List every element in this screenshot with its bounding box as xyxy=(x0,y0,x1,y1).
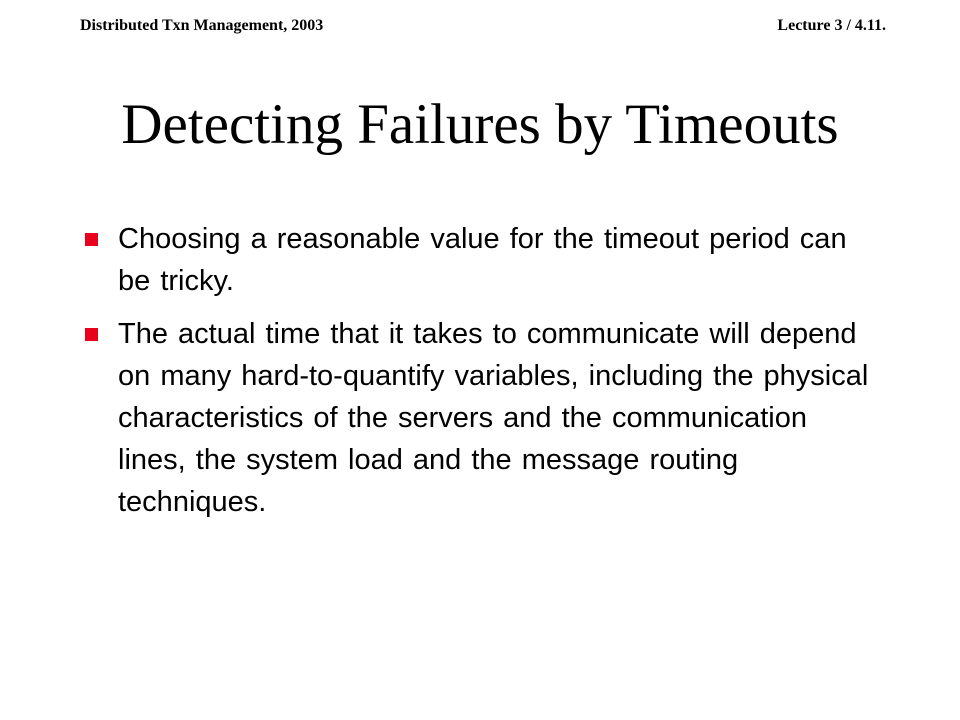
bullet-item xyxy=(80,218,880,302)
bullet-list xyxy=(80,218,880,534)
header-lecture-number: Lecture 3 / 4.11. xyxy=(777,17,886,34)
square-bullet-icon xyxy=(85,328,98,341)
bullet-text: The actual time that it takes to communicate will depend on many hard-to-quantify variables, including the physical characteristics of the servers and the communication lines, the system load and the message routing techniques. xyxy=(118,318,869,518)
slide-title: Detecting Failures by Timeouts xyxy=(121,93,839,156)
bullet-item xyxy=(80,313,880,523)
square-bullet-icon xyxy=(85,233,98,246)
header-course-title: Distributed Txn Management, 2003 xyxy=(80,17,324,34)
bullet-text: Choosing a reasonable value for the timeout period can be tricky. xyxy=(118,223,847,297)
